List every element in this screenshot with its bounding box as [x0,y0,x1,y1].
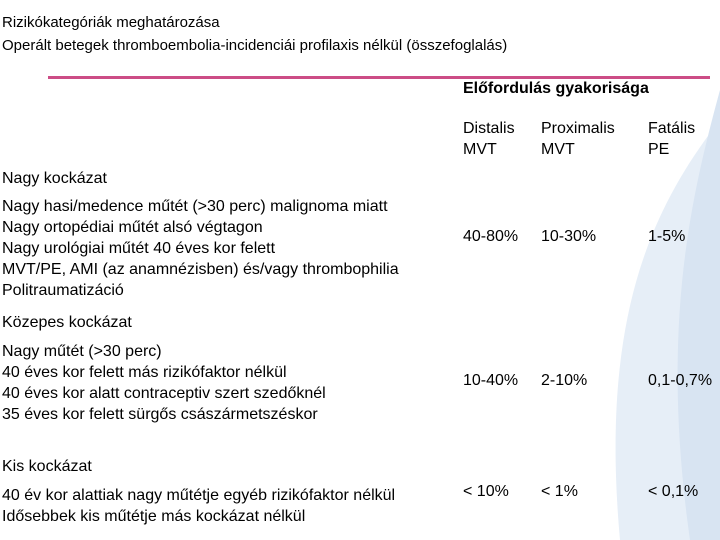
list-item: MVT/PE, AMI (az anamnézisben) és/vagy thrombophilia [2,261,399,278]
list-item: Idősebbek kis műtétje más kockázat nélkül [2,508,306,525]
value-moderate-fatalis: 0,1-0,7% [648,372,713,389]
list-item: Politraumatizáció [2,282,124,299]
section-title-high-risk: Nagy kockázat [2,170,107,187]
list-item: Nagy hasi/medence műtét (>30 perc) malignoma miatt [2,198,388,215]
value-low-fatalis: < 0,1% [648,483,699,500]
value-low-proximalis: < 1% [541,483,578,500]
section-title-moderate-risk: Közepes kockázat [2,314,132,331]
high-risk-items [2,196,399,301]
col-header-fatalis-line2: PE [648,141,670,158]
low-risk-items [2,485,395,527]
group-header: Előfordulás gyakorisága [463,80,649,97]
section-title-low-risk: Kis kockázat [2,458,92,475]
list-item: Nagy műtét (>30 perc) [2,343,162,360]
slide-subtitle: Operált betegek thromboembolia-incidenciái profilaxis nélkül (összefoglalás) [2,37,508,54]
col-header-distalis-line2: MVT [463,141,497,158]
list-item: 35 éves kor felett sürgős császármetszéskor [2,406,318,423]
list-item: Nagy urológiai műtét 40 éves kor felett [2,240,276,257]
value-high-fatalis: 1-5% [648,228,686,245]
moderate-risk-items [2,341,326,425]
value-moderate-distalis: 10-40% [463,372,519,389]
col-header-proximalis-line1: Proximalis [541,120,615,137]
list-item: Nagy ortopédiai műtét alsó végtagon [2,219,263,236]
value-low-distalis: < 10% [463,483,509,500]
list-item: 40 éves kor felett más rizikófaktor nélkül [2,364,287,381]
value-high-proximalis: 10-30% [541,228,597,245]
col-header-distalis-line1: Distalis [463,120,515,137]
slide-title: Rizikókategóriák meghatározása [2,14,220,31]
list-item: 40 év kor alattiak nagy műtétje egyéb rizikófaktor nélkül [2,487,396,504]
list-item: 40 éves kor alatt contraceptiv szert szedőknél [2,385,326,402]
value-moderate-proximalis: 2-10% [541,372,588,389]
col-header-proximalis-line2: MVT [541,141,575,158]
value-high-distalis: 40-80% [463,228,519,245]
col-header-fatalis-line1: Fatális [648,120,696,137]
